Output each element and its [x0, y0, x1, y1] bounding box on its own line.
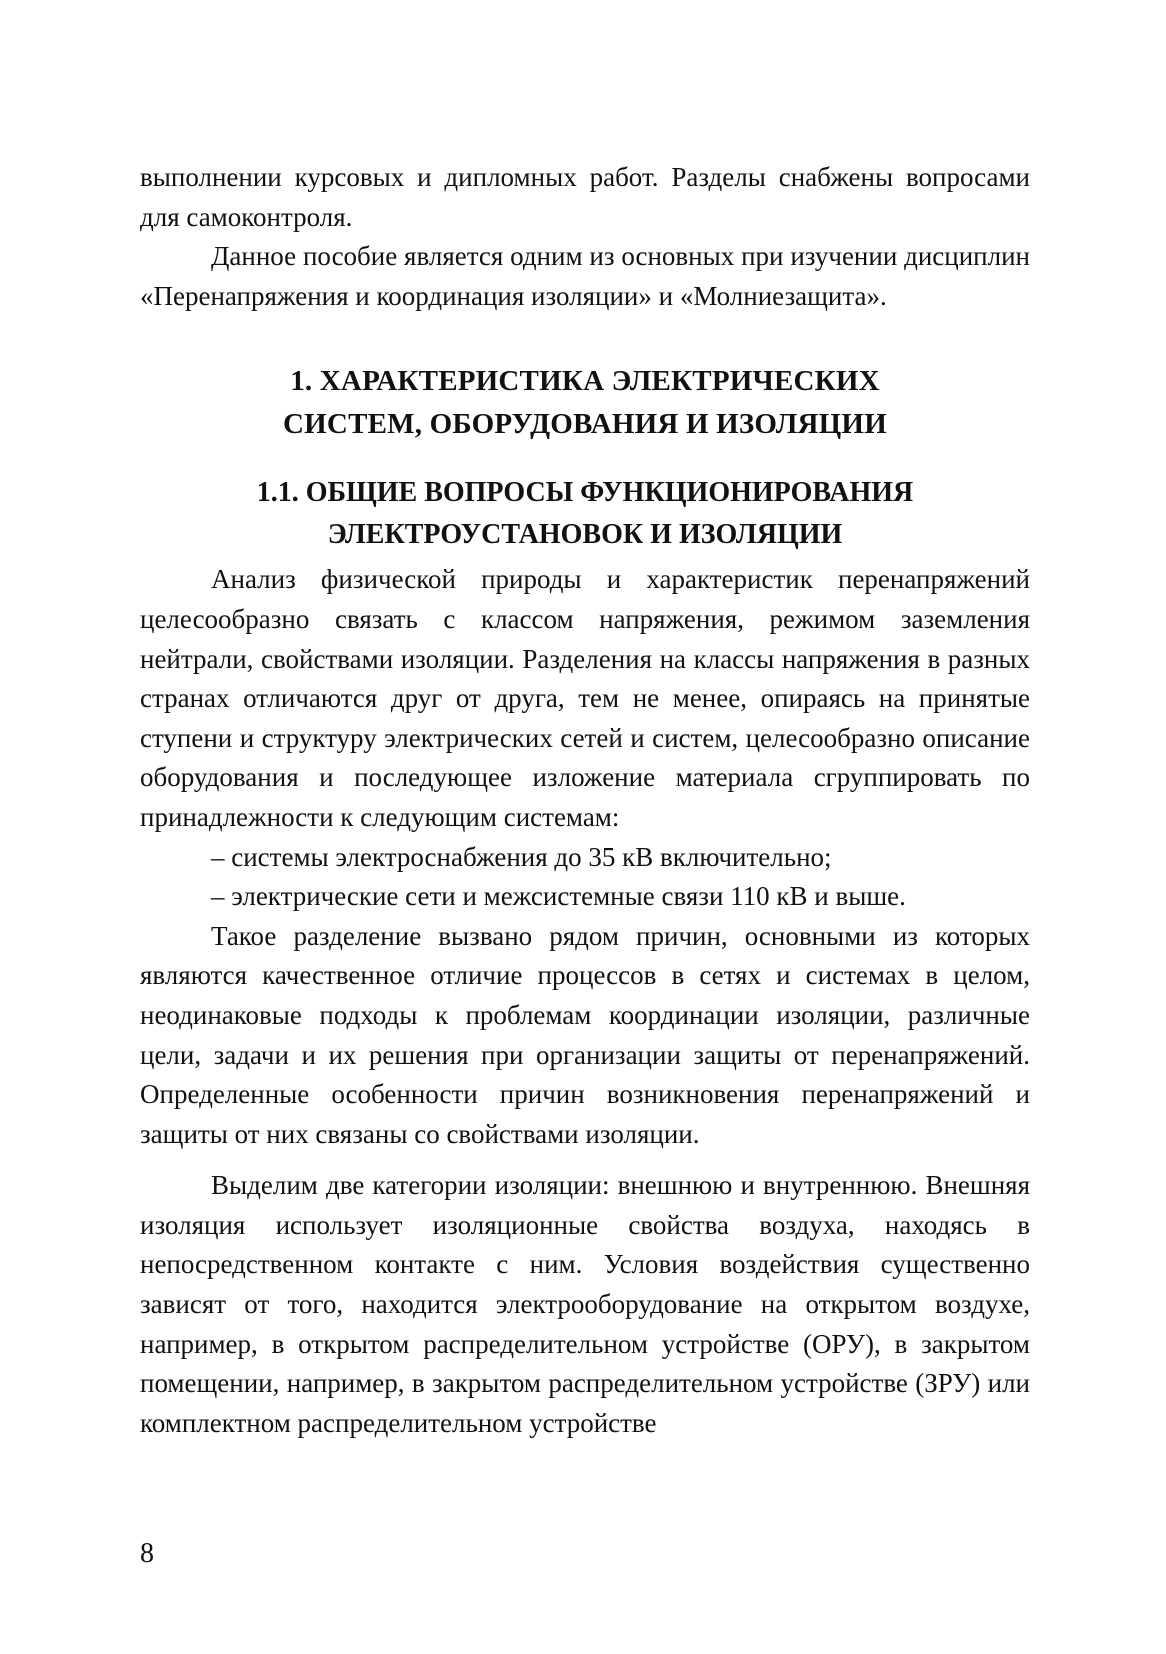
body-paragraph-1: Анализ физической природы и характеристик перенапряжений целесообразно связать с классом напряжения, режимом заземления нейтрали, свойствами изоляции. Разделения на классы напряжения в разных странах отличаются друг от друга, тем не менее, опираясь на принятые ступени и структуру электрических сетей и систем, целесообразно описание оборудования и последующее изложение материала сгруппировать по принадлежности к следующим системам: [140, 564, 1030, 832]
intro-paragraph-purpose: Данное пособие является одним из основных при изучении дисциплин «Перенапряжения и координация изоляции» и «Молниезащита». [140, 241, 1030, 311]
list-item: – электрические сети и межсистемные связи 110 кВ и выше. [211, 881, 906, 912]
chapter-heading-line-2: СИСТЕМ, ОБОРУДОВАНИЯ И ИЗОЛЯЦИИ [283, 408, 887, 441]
intro-paragraph-continuation: выполнении курсовых и дипломных работ. Разделы снабжены вопросами для самоконтроля. [140, 162, 1030, 232]
body-paragraph-2: Такое разделение вызвано рядом причин, основными из которых являются качественное отличие процессов в сетях и системах в целом, неодинаковые подходы к проблемам координации изоляции, различные цели, задачи и их решения при организации защиты от перенапряжений. Определенные особенности причин возникновения перенапряжений и защиты от них связаны со свойствами изоляции. [140, 920, 1030, 1149]
section-heading-line-2: ЭЛЕКТРОУСТАНОВОК И ИЗОЛЯЦИИ [327, 519, 843, 551]
chapter-heading [140, 360, 1030, 446]
chapter-heading-line-1: 1. ХАРАКТЕРИСТИКА ЭЛЕКТРИЧЕСКИХ [290, 365, 880, 398]
body-paragraph-3: Выделим две категории изоляции: внешнюю и внутреннюю. Внешняя изоляция использует изоляционные свойства воздуха, находясь в непосредственном контакте с ним. Условия воздействия существенно зависят от того, находится электрооборудование на открытом воздухе, например, в открытом распределительном устройстве (ОРУ), в закрытом помещении, например, в закрытом распределительном устройстве (ЗРУ) или комплектном распределительном устройстве [140, 1170, 1030, 1438]
page-number: 8 [140, 1538, 154, 1569]
section-heading-line-1: 1.1. ОБЩИЕ ВОПРОСЫ ФУНКЦИОНИРОВАНИЯ [256, 477, 914, 509]
section-heading [140, 472, 1030, 556]
page-content [140, 158, 1030, 1443]
list-item: – системы электроснабжения до 35 кВ включительно; [211, 841, 832, 872]
